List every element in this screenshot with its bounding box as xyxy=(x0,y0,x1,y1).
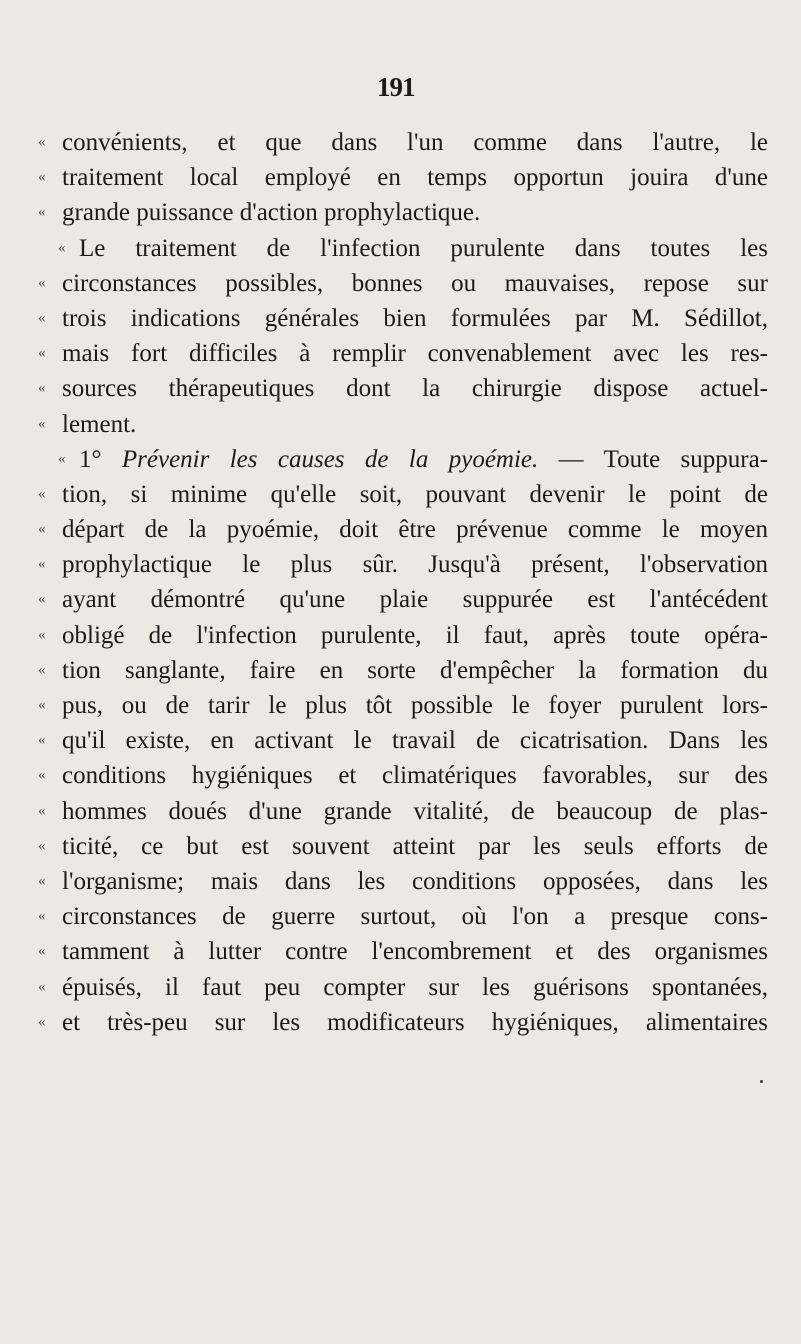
body-text xyxy=(38,125,768,1040)
quote-mark: « xyxy=(38,134,46,150)
quote-mark: « xyxy=(38,872,46,889)
quote-mark: « xyxy=(38,521,46,538)
quote-mark: « xyxy=(38,732,46,749)
quote-mark: « xyxy=(38,908,46,925)
text-line: « lement. xyxy=(38,407,768,442)
text-line: « tamment à lutter contre l'encombrement et des organismes xyxy=(38,934,768,969)
quote-mark: « xyxy=(58,450,66,467)
quote-mark: « xyxy=(38,661,46,678)
text-line: « départ de la pyoémie, doit être prévenue comme le moyen xyxy=(38,512,768,547)
page-number: 191 xyxy=(377,72,415,102)
quote-mark: « xyxy=(38,345,46,362)
quote-mark: « xyxy=(58,239,66,256)
quote-mark: « xyxy=(38,837,46,854)
quote-mark: « xyxy=(38,626,46,643)
text-line: « et très-peu sur les modificateurs hygiéniques, alimentaires xyxy=(38,1005,768,1040)
text-line: « tion, si minime qu'elle soit, pouvant devenir le point de xyxy=(38,477,768,512)
text-line: « pus, ou de tarir le plus tôt possible le foyer purulent lors- xyxy=(38,688,768,723)
quote-mark: « xyxy=(38,169,46,186)
text-line: « mais fort difficiles à remplir convenablement avec les res- xyxy=(38,336,768,371)
text-line: « conditions hygiéniques et climatériques favorables, sur des xyxy=(38,758,768,793)
text-line: « qu'il existe, en activant le travail de cicatrisation. Dans les xyxy=(38,723,768,758)
text-line: « prophylactique le plus sûr. Jusqu'à présent, l'observation xyxy=(38,547,768,582)
text-line: « l'organisme; mais dans les conditions opposées, dans les xyxy=(38,864,768,899)
quote-mark: « xyxy=(38,591,46,608)
text-line: « trois indications générales bien formulées par M. Sédillot, xyxy=(38,301,768,336)
quote-mark: « xyxy=(38,274,46,291)
quote-mark: « xyxy=(38,556,46,573)
quote-mark: « xyxy=(38,802,46,819)
quote-mark: « xyxy=(38,1013,46,1030)
text-line: « tion sanglante, faire en sorte d'empêcher la formation du xyxy=(38,653,768,688)
section-heading-line: « 1° Prévenir les causes de la pyoémie. — Toute suppura- xyxy=(38,442,768,477)
quote-mark: « xyxy=(38,978,46,995)
text-line: « ayant démontré qu'une plaie suppurée est l'antécédent xyxy=(38,582,768,617)
text-line: « circonstances de guerre surtout, où l'on a presque cons- xyxy=(38,899,768,934)
section-heading: Prévenir les causes de la pyoémie. xyxy=(121,445,539,473)
text-line: « ticité, ce but est souvent atteint par les seuls efforts de xyxy=(38,829,768,864)
quote-mark: « xyxy=(38,204,46,221)
text-line: « hommes doués d'une grande vitalité, de beaucoup de plas- xyxy=(38,794,768,829)
quote-mark: « xyxy=(38,380,46,397)
text-line: « épuisés, il faut peu compter sur les guérisons spontanées, xyxy=(38,970,768,1005)
text-line: « traitement local employé en temps opportun jouira d'une xyxy=(38,160,768,195)
quote-mark: « xyxy=(38,485,46,502)
text-line: « sources thérapeutiques dont la chirurgie dispose actuel- xyxy=(38,371,768,406)
text-line: « obligé de l'infection purulente, il faut, après toute opéra- xyxy=(38,618,768,653)
quote-mark: « xyxy=(38,767,46,784)
ink-speck xyxy=(760,1080,763,1083)
text-line: « Le traitement de l'infection purulente dans toutes les xyxy=(38,231,768,266)
quote-mark: « xyxy=(38,697,46,713)
text-line: « convénients, et que dans l'un comme dans l'autre, le xyxy=(38,125,768,160)
quote-mark: « xyxy=(38,415,46,432)
text-line: « circonstances possibles, bonnes ou mauvaises, repose sur xyxy=(38,266,768,301)
text-line: « grande puissance d'action prophylactique. xyxy=(38,195,768,230)
quote-mark: « xyxy=(38,309,46,326)
quote-mark: « xyxy=(38,943,46,960)
